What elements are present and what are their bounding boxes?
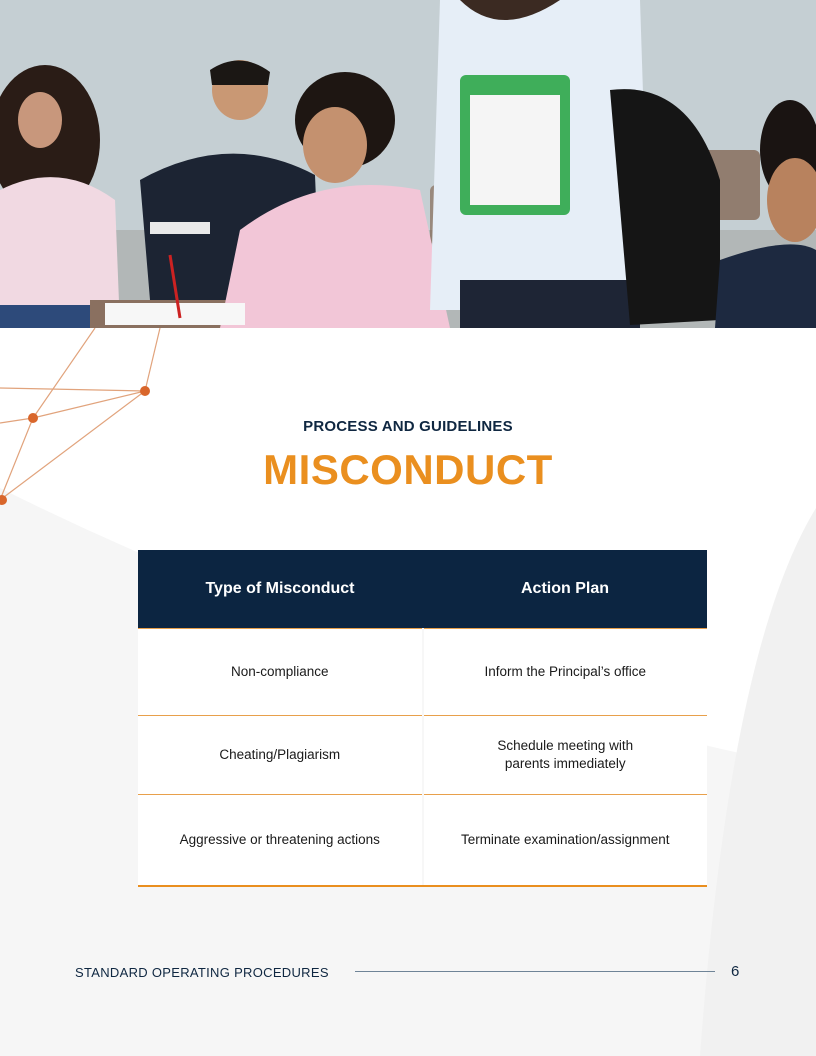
misconduct-table — [138, 550, 707, 887]
page-number: 6 — [731, 963, 740, 980]
misconduct-type-cell: Aggressive or threatening actions — [138, 795, 423, 887]
network-node — [0, 495, 7, 505]
students-classroom-illustration — [0, 0, 816, 328]
misconduct-type-cell: Non-compliance — [138, 629, 423, 716]
action-plan-cell: Schedule meeting with parents immediately — [423, 716, 708, 795]
page-title: MISCONDUCT — [263, 446, 553, 493]
table-row — [138, 795, 707, 887]
table-row — [138, 716, 707, 795]
action-plan-cell: Inform the Principal’s office — [423, 629, 708, 716]
header-photo-students — [0, 0, 816, 328]
misconduct-type-cell: Cheating/Plagiarism — [138, 716, 423, 795]
network-node — [140, 386, 150, 396]
table-row — [138, 629, 707, 716]
footer-document-title: STANDARD OPERATING PROCEDURES — [75, 965, 329, 980]
table-header-row — [138, 550, 707, 629]
footer-divider — [355, 971, 715, 972]
section-eyebrow: PROCESS AND GUIDELINES — [303, 418, 513, 435]
column-header-type: Type of Misconduct — [138, 550, 423, 629]
column-header-action: Action Plan — [423, 550, 708, 629]
action-plan-cell: Terminate examination/assignment — [423, 795, 708, 887]
